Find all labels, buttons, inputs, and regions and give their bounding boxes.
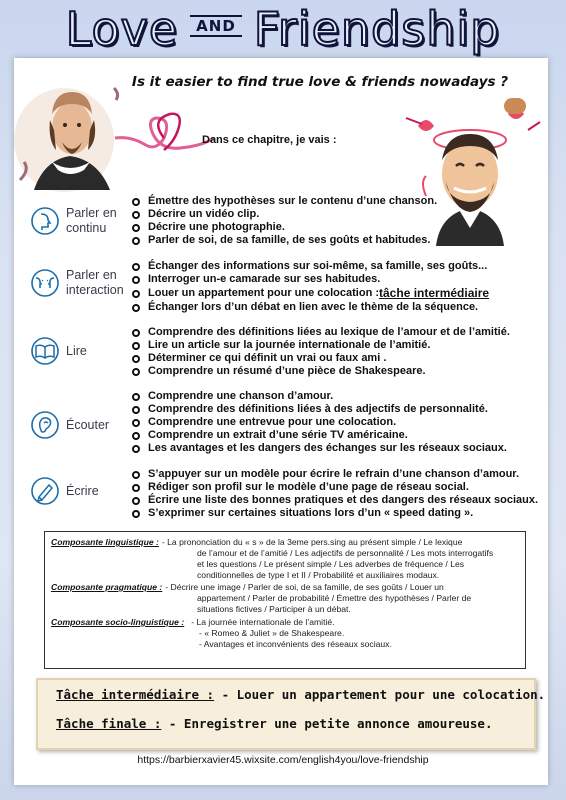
list-item-text: Décrire un vidéo clip. xyxy=(148,208,260,220)
list-item xyxy=(132,507,538,520)
components-box xyxy=(44,531,526,669)
list-item xyxy=(132,365,510,378)
list-item xyxy=(132,326,510,339)
section-ecouter xyxy=(30,388,550,460)
list-item-text: Déterminer ce qui définit un vrai ou faux ami . xyxy=(148,352,387,364)
main-question: Is it easier to find true love & friends nowadays ? xyxy=(131,74,509,90)
final-task xyxy=(56,715,516,732)
list-item xyxy=(132,481,538,494)
component-line: de l’amour et de l’amitié / Les adjectifs de personnalité / Les mots interrogatifs xyxy=(197,548,494,558)
section-label xyxy=(66,268,124,298)
list-item-text: Décrire une photographie. xyxy=(148,221,285,233)
task-value: - Enregistrer une petite annonce amoureuse. xyxy=(161,716,493,731)
title-friendship: Friendship xyxy=(253,2,501,56)
list-item xyxy=(132,339,510,352)
section-parler-continu xyxy=(30,192,550,252)
list-item xyxy=(132,468,538,481)
list-item-text: Comprendre des définitions liées à des adjectifs de personnalité. xyxy=(148,403,488,415)
intermediate-task xyxy=(56,686,546,703)
component-pragmatique xyxy=(51,582,519,593)
section-label-line: Écouter xyxy=(66,418,110,432)
list-item xyxy=(132,429,507,442)
task-key: Tâche intermédiaire : xyxy=(56,687,215,702)
list-item xyxy=(132,403,507,416)
section-label xyxy=(66,484,99,499)
list-item-text: Échanger des informations sur soi-même, sa famille, ses goûts... xyxy=(148,260,488,272)
component-line: - Décrire une image / Parler de soi, de sa famille, de ses goûts / Louer un xyxy=(165,582,444,592)
list-item-text: Échanger lors d’un débat en lien avec le thème de la séquence. xyxy=(148,301,479,313)
ear-icon xyxy=(30,410,60,440)
list-item xyxy=(132,494,538,507)
speaking-head-icon xyxy=(30,206,60,236)
list-item xyxy=(132,442,507,455)
objectives-list xyxy=(132,260,489,314)
list-item-text: Rédiger son profil sur le modèle d’une page de réseau social. xyxy=(148,481,469,493)
objectives-list xyxy=(132,195,437,247)
list-item-text: Interroger un-e camarade sur ses habitudes. xyxy=(148,273,381,285)
component-line: - La prononciation du « s » de la 3eme pers.sing au présent simple / Le lexique xyxy=(161,537,463,547)
list-item-text: Louer un appartement pour une colocation : xyxy=(148,287,380,299)
component-key: Composante linguistique : xyxy=(51,537,159,547)
component-line: - La journée internationale de l’amitié. xyxy=(191,617,335,627)
section-label xyxy=(66,344,87,359)
conversation-icon xyxy=(30,268,60,298)
writing-hand-icon xyxy=(30,476,60,506)
task-value: - Louer un appartement pour une colocation. xyxy=(214,687,546,702)
list-item xyxy=(132,208,437,221)
list-item-text: Comprendre une chanson d’amour. xyxy=(148,390,334,402)
component-key: Composante pragmatique : xyxy=(51,582,163,592)
component-line: conditionnelles de type I et II / Probabilité et auxiliaires modaux. xyxy=(197,570,440,580)
list-item xyxy=(132,195,437,208)
component-key: Composante socio-linguistique : xyxy=(51,617,185,627)
list-item xyxy=(132,390,507,403)
list-item-text: Émettre des hypothèses sur le contenu d’une chanson. xyxy=(148,195,438,207)
title-love: Love xyxy=(65,2,179,56)
open-book-icon xyxy=(30,336,60,366)
section-label-line: Lire xyxy=(66,344,87,358)
list-item xyxy=(132,286,489,301)
objectives-list xyxy=(132,468,538,520)
list-item xyxy=(132,416,507,429)
list-item-text: S’appuyer sur un modèle pour écrire le refrain d’une chanson d’amour. xyxy=(148,468,520,480)
section-label xyxy=(66,418,109,433)
section-label-line: Parler en xyxy=(66,268,117,282)
objectives-list xyxy=(132,326,510,378)
section-label-line: Parler en xyxy=(66,206,117,220)
task-key: Tâche finale : xyxy=(56,716,162,731)
list-item xyxy=(132,260,489,273)
title-and: AND xyxy=(190,15,242,37)
list-item xyxy=(132,352,510,365)
list-item xyxy=(132,221,437,234)
section-label xyxy=(66,206,117,236)
list-item-text: Comprendre un extrait d’une série TV américaine. xyxy=(148,429,408,441)
component-line: - « Romeo & Juliet » de Shakespeare. xyxy=(199,628,345,638)
footer-url-link[interactable]: https://barbierxavier45.wixsite.com/english4you/love-friendship xyxy=(137,754,429,766)
chapter-intro: Dans ce chapitre, je vais : xyxy=(202,134,337,146)
list-item-text: Parler de soi, de sa famille, de ses goûts et habitudes. xyxy=(148,234,431,246)
list-item-text: Lire un article sur la journée internationale de l’amitié. xyxy=(148,339,431,351)
list-item-text: Comprendre des définitions liées au lexique de l’amour et de l’amitié. xyxy=(148,326,510,338)
list-item-text: Comprendre un résumé d’une pièce de Shakespeare. xyxy=(148,365,426,377)
component-line: situations fictives / Participer à un débat. xyxy=(197,604,351,614)
section-parler-interaction xyxy=(30,256,550,318)
list-item-text: Comprendre une entrevue pour une colocation. xyxy=(148,416,397,428)
section-ecrire xyxy=(30,464,550,524)
component-line: et les questions / Le présent simple / Les adverbes de fréquence / Les xyxy=(197,559,465,569)
list-item-text: Les avantages et les dangers des échanges sur les réseaux sociaux. xyxy=(148,442,507,454)
section-lire xyxy=(30,322,550,382)
list-item xyxy=(132,301,489,314)
component-line: appartement / Parler de probabilité / Émettre des hypothèses / Parler de xyxy=(197,593,472,603)
list-item xyxy=(132,273,489,286)
list-item-text: Écrire une liste des bonnes pratiques et des dangers des réseaux sociaux. xyxy=(148,494,539,506)
section-label-line: Écrire xyxy=(66,484,99,498)
list-item-text: S’exprimer sur certaines situations lors d’un « speed dating ». xyxy=(148,507,474,519)
component-linguistique xyxy=(51,537,519,548)
component-socio xyxy=(51,617,519,628)
section-label-line: continu xyxy=(66,221,107,235)
objectives-list xyxy=(132,390,507,455)
task-link: tâche intermédiaire xyxy=(379,286,490,300)
component-line: - Avantages et inconvénients des réseaux sociaux. xyxy=(199,639,392,649)
section-label-line: interaction xyxy=(66,283,124,297)
page-title xyxy=(0,2,566,58)
list-item xyxy=(132,234,437,247)
tasks-box xyxy=(36,678,546,750)
